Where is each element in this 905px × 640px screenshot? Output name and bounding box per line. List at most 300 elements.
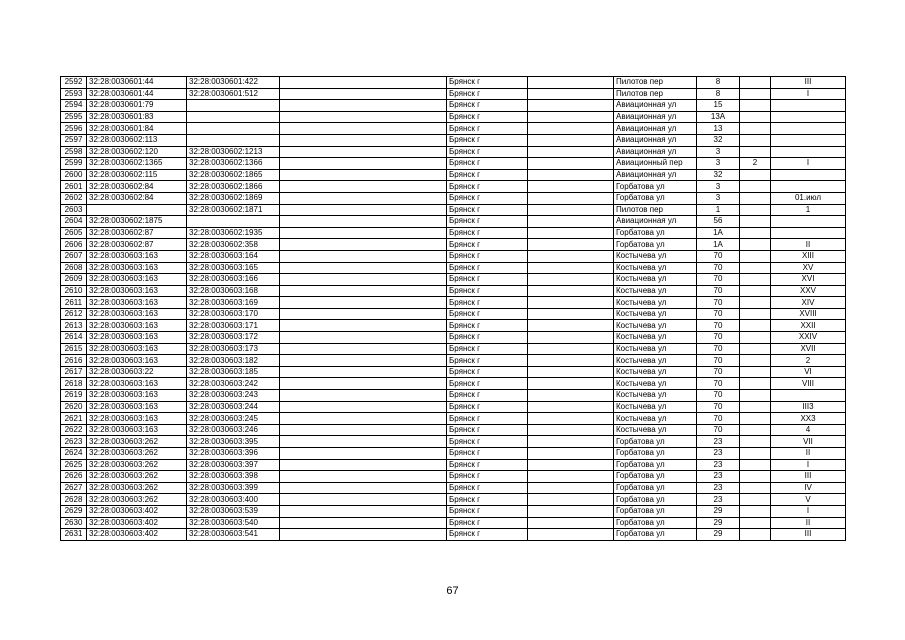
street-cell: Пилотов пер	[614, 204, 697, 216]
table-row	[61, 424, 846, 436]
table-row	[61, 77, 846, 89]
locality-cell	[528, 494, 614, 506]
room-number-cell: I	[771, 88, 846, 100]
room-number-cell: XIII	[771, 250, 846, 262]
district-cell	[280, 181, 447, 193]
district-cell	[280, 274, 447, 286]
cadastral-object-number-cell: 32:28:0030603:168	[187, 285, 280, 297]
row-number-cell: 2597	[61, 134, 87, 146]
street-cell: Горбатова ул	[614, 471, 697, 483]
house-number-cell: 70	[697, 320, 740, 332]
locality-cell	[528, 320, 614, 332]
district-cell	[280, 355, 447, 367]
cadastral-block-number-cell: 32:28:0030601:83	[87, 111, 187, 123]
cadastral-block-number-cell: 32:28:0030603:262	[87, 471, 187, 483]
house-number-cell: 70	[697, 424, 740, 436]
building-number-cell	[740, 471, 771, 483]
street-cell: Костычева ул	[614, 378, 697, 390]
table-row	[61, 390, 846, 402]
city-cell: Брянск г	[447, 482, 528, 494]
cadastral-object-number-cell: 32:28:0030603:244	[187, 401, 280, 413]
street-cell: Костычева ул	[614, 274, 697, 286]
locality-cell	[528, 482, 614, 494]
row-number-cell: 2615	[61, 343, 87, 355]
cadastral-block-number-cell: 32:28:0030602:120	[87, 146, 187, 158]
district-cell	[280, 471, 447, 483]
house-number-cell: 8	[697, 77, 740, 89]
house-number-cell: 13	[697, 123, 740, 135]
table-row	[61, 181, 846, 193]
cadastral-object-number-cell: 32:28:0030602:358	[187, 239, 280, 251]
house-number-cell: 3	[697, 158, 740, 170]
room-number-cell: VI	[771, 366, 846, 378]
cadastral-object-number-cell: 32:28:0030603:185	[187, 366, 280, 378]
city-cell: Брянск г	[447, 390, 528, 402]
street-cell: Горбатова ул	[614, 436, 697, 448]
building-number-cell	[740, 262, 771, 274]
building-number-cell	[740, 366, 771, 378]
row-number-cell: 2624	[61, 448, 87, 460]
street-cell: Горбатова ул	[614, 227, 697, 239]
city-cell: Брянск г	[447, 169, 528, 181]
cadastral-block-number-cell: 32:28:0030603:402	[87, 529, 187, 541]
city-cell: Брянск г	[447, 401, 528, 413]
locality-cell	[528, 390, 614, 402]
street-cell: Костычева ул	[614, 413, 697, 425]
room-number-cell: III	[771, 77, 846, 89]
locality-cell	[528, 111, 614, 123]
cadastral-object-number-cell: 32:28:0030603:164	[187, 250, 280, 262]
cadastral-block-number-cell: 32:28:0030603:163	[87, 343, 187, 355]
room-number-cell: II	[771, 517, 846, 529]
table-row	[61, 285, 846, 297]
cadastral-object-number-cell: 32:28:0030603:171	[187, 320, 280, 332]
row-number-cell: 2598	[61, 146, 87, 158]
cadastral-block-number-cell: 32:28:0030603:163	[87, 285, 187, 297]
cadastral-block-number-cell: 32:28:0030603:163	[87, 378, 187, 390]
cadastral-object-number-cell: 32:28:0030603:400	[187, 494, 280, 506]
district-cell	[280, 494, 447, 506]
cadastral-block-number-cell: 32:28:0030603:163	[87, 250, 187, 262]
house-number-cell: 1А	[697, 227, 740, 239]
cadastral-object-number-cell: 32:28:0030602:1869	[187, 192, 280, 204]
locality-cell	[528, 343, 614, 355]
cadastral-block-number-cell: 32:28:0030603:262	[87, 448, 187, 460]
cadastral-table	[60, 76, 846, 541]
locality-cell	[528, 413, 614, 425]
locality-cell	[528, 100, 614, 112]
building-number-cell	[740, 459, 771, 471]
room-number-cell	[771, 227, 846, 239]
city-cell: Брянск г	[447, 332, 528, 344]
cadastral-object-number-cell: 32:28:0030603:170	[187, 308, 280, 320]
cadastral-object-number-cell: 32:28:0030603:399	[187, 482, 280, 494]
row-number-cell: 2608	[61, 262, 87, 274]
district-cell	[280, 366, 447, 378]
street-cell: Горбатова ул	[614, 448, 697, 460]
table-row	[61, 482, 846, 494]
locality-cell	[528, 227, 614, 239]
building-number-cell	[740, 401, 771, 413]
table-row	[61, 413, 846, 425]
table-row	[61, 529, 846, 541]
room-number-cell: 4	[771, 424, 846, 436]
cadastral-object-number-cell: 32:28:0030603:243	[187, 390, 280, 402]
cadastral-block-number-cell: 32:28:0030603:163	[87, 297, 187, 309]
district-cell	[280, 134, 447, 146]
cadastral-block-number-cell: 32:28:0030602:84	[87, 181, 187, 193]
district-cell	[280, 88, 447, 100]
page-number: 67	[446, 585, 459, 597]
city-cell: Брянск г	[447, 343, 528, 355]
cadastral-object-number-cell: 32:28:0030603:398	[187, 471, 280, 483]
cadastral-block-number-cell: 32:28:0030601:84	[87, 123, 187, 135]
house-number-cell: 3	[697, 146, 740, 158]
street-cell: Авиационная ул	[614, 123, 697, 135]
locality-cell	[528, 146, 614, 158]
building-number-cell	[740, 413, 771, 425]
table-row	[61, 216, 846, 228]
city-cell: Брянск г	[447, 459, 528, 471]
house-number-cell: 56	[697, 216, 740, 228]
table-body	[61, 77, 846, 541]
room-number-cell: 1	[771, 204, 846, 216]
cadastral-object-number-cell: 32:28:0030603:540	[187, 517, 280, 529]
district-cell	[280, 448, 447, 460]
table-row	[61, 355, 846, 367]
locality-cell	[528, 88, 614, 100]
street-cell: Костычева ул	[614, 390, 697, 402]
room-number-cell	[771, 123, 846, 135]
street-cell: Авиационная ул	[614, 169, 697, 181]
table-row	[61, 192, 846, 204]
row-number-cell: 2605	[61, 227, 87, 239]
building-number-cell	[740, 529, 771, 541]
district-cell	[280, 169, 447, 181]
city-cell: Брянск г	[447, 158, 528, 170]
district-cell	[280, 320, 447, 332]
house-number-cell: 70	[697, 274, 740, 286]
row-number-cell: 2621	[61, 413, 87, 425]
building-number-cell	[740, 111, 771, 123]
street-cell: Костычева ул	[614, 401, 697, 413]
cadastral-block-number-cell: 32:28:0030602:1875	[87, 216, 187, 228]
table-row	[61, 366, 846, 378]
row-number-cell: 2631	[61, 529, 87, 541]
row-number-cell: 2607	[61, 250, 87, 262]
building-number-cell	[740, 250, 771, 262]
district-cell	[280, 77, 447, 89]
district-cell	[280, 239, 447, 251]
row-number-cell: 2601	[61, 181, 87, 193]
table-row	[61, 123, 846, 135]
city-cell: Брянск г	[447, 88, 528, 100]
house-number-cell: 70	[697, 332, 740, 344]
house-number-cell: 3	[697, 192, 740, 204]
cadastral-object-number-cell: 32:28:0030603:182	[187, 355, 280, 367]
city-cell: Брянск г	[447, 111, 528, 123]
row-number-cell: 2596	[61, 123, 87, 135]
city-cell: Брянск г	[447, 471, 528, 483]
house-number-cell: 1А	[697, 239, 740, 251]
street-cell: Костычева ул	[614, 424, 697, 436]
room-number-cell: XXV	[771, 285, 846, 297]
city-cell: Брянск г	[447, 262, 528, 274]
city-cell: Брянск г	[447, 494, 528, 506]
cadastral-block-number-cell: 32:28:0030602:87	[87, 239, 187, 251]
row-number-cell: 2629	[61, 505, 87, 517]
district-cell	[280, 436, 447, 448]
house-number-cell: 23	[697, 494, 740, 506]
row-number-cell: 2611	[61, 297, 87, 309]
table-row	[61, 262, 846, 274]
street-cell: Костычева ул	[614, 343, 697, 355]
room-number-cell: XXIV	[771, 332, 846, 344]
row-number-cell: 2622	[61, 424, 87, 436]
building-number-cell	[740, 88, 771, 100]
cadastral-block-number-cell: 32:28:0030602:1365	[87, 158, 187, 170]
row-number-cell: 2618	[61, 378, 87, 390]
locality-cell	[528, 517, 614, 529]
row-number-cell: 2630	[61, 517, 87, 529]
house-number-cell: 70	[697, 378, 740, 390]
street-cell: Горбатова ул	[614, 529, 697, 541]
district-cell	[280, 146, 447, 158]
cadastral-block-number-cell: 32:28:0030602:113	[87, 134, 187, 146]
locality-cell	[528, 192, 614, 204]
district-cell	[280, 158, 447, 170]
city-cell: Брянск г	[447, 181, 528, 193]
street-cell: Горбатова ул	[614, 494, 697, 506]
cadastral-object-number-cell: 32:28:0030602:1866	[187, 181, 280, 193]
building-number-cell	[740, 448, 771, 460]
house-number-cell: 70	[697, 390, 740, 402]
cadastral-block-number-cell: 32:28:0030601:44	[87, 77, 187, 89]
cadastral-object-number-cell: 32:28:0030603:172	[187, 332, 280, 344]
district-cell	[280, 111, 447, 123]
building-number-cell	[740, 100, 771, 112]
locality-cell	[528, 285, 614, 297]
row-number-cell: 2614	[61, 332, 87, 344]
room-number-cell: XIV	[771, 297, 846, 309]
cadastral-object-number-cell: 32:28:0030603:173	[187, 343, 280, 355]
building-number-cell	[740, 216, 771, 228]
room-number-cell	[771, 111, 846, 123]
room-number-cell: VIII	[771, 378, 846, 390]
table-row	[61, 517, 846, 529]
row-number-cell: 2625	[61, 459, 87, 471]
house-number-cell: 70	[697, 308, 740, 320]
house-number-cell: 70	[697, 297, 740, 309]
district-cell	[280, 424, 447, 436]
room-number-cell	[771, 169, 846, 181]
room-number-cell: XVI	[771, 274, 846, 286]
row-number-cell: 2610	[61, 285, 87, 297]
city-cell: Брянск г	[447, 77, 528, 89]
locality-cell	[528, 366, 614, 378]
house-number-cell: 70	[697, 343, 740, 355]
table-row	[61, 146, 846, 158]
house-number-cell: 15	[697, 100, 740, 112]
district-cell	[280, 297, 447, 309]
city-cell: Брянск г	[447, 239, 528, 251]
locality-cell	[528, 471, 614, 483]
cadastral-object-number-cell: 32:28:0030603:245	[187, 413, 280, 425]
cadastral-block-number-cell: 32:28:0030603:402	[87, 517, 187, 529]
row-number-cell: 2606	[61, 239, 87, 251]
cadastral-object-number-cell: 32:28:0030601:512	[187, 88, 280, 100]
street-cell: Горбатова ул	[614, 505, 697, 517]
row-number-cell: 2612	[61, 308, 87, 320]
cadastral-object-number-cell: 32:28:0030603:397	[187, 459, 280, 471]
locality-cell	[528, 355, 614, 367]
city-cell: Брянск г	[447, 227, 528, 239]
district-cell	[280, 505, 447, 517]
table-row	[61, 401, 846, 413]
table-row	[61, 239, 846, 251]
cadastral-block-number-cell: 32:28:0030603:163	[87, 390, 187, 402]
cadastral-block-number-cell: 32:28:0030601:44	[87, 88, 187, 100]
cadastral-block-number-cell: 32:28:0030603:163	[87, 424, 187, 436]
street-cell: Костычева ул	[614, 332, 697, 344]
room-number-cell: VII	[771, 436, 846, 448]
district-cell	[280, 482, 447, 494]
district-cell	[280, 332, 447, 344]
row-number-cell: 2613	[61, 320, 87, 332]
row-number-cell: 2617	[61, 366, 87, 378]
cadastral-object-number-cell: 32:28:0030602:1213	[187, 146, 280, 158]
district-cell	[280, 285, 447, 297]
cadastral-object-number-cell	[187, 100, 280, 112]
locality-cell	[528, 297, 614, 309]
table-row	[61, 297, 846, 309]
table-row	[61, 274, 846, 286]
district-cell	[280, 216, 447, 228]
cadastral-block-number-cell: 32:28:0030603:163	[87, 332, 187, 344]
cadastral-object-number-cell: 32:28:0030603:169	[187, 297, 280, 309]
row-number-cell: 2623	[61, 436, 87, 448]
row-number-cell: 2602	[61, 192, 87, 204]
building-number-cell	[740, 378, 771, 390]
row-number-cell: 2619	[61, 390, 87, 402]
row-number-cell: 2620	[61, 401, 87, 413]
table-row	[61, 320, 846, 332]
locality-cell	[528, 181, 614, 193]
room-number-cell: III3	[771, 401, 846, 413]
house-number-cell: 13А	[697, 111, 740, 123]
cadastral-object-number-cell: 32:28:0030602:1871	[187, 204, 280, 216]
room-number-cell	[771, 146, 846, 158]
cadastral-object-number-cell: 32:28:0030602:1366	[187, 158, 280, 170]
house-number-cell: 29	[697, 529, 740, 541]
cadastral-block-number-cell: 32:28:0030603:163	[87, 274, 187, 286]
cadastral-object-number-cell: 32:28:0030603:242	[187, 378, 280, 390]
street-cell: Авиационная ул	[614, 216, 697, 228]
table-row	[61, 227, 846, 239]
house-number-cell: 70	[697, 366, 740, 378]
locality-cell	[528, 169, 614, 181]
cadastral-block-number-cell: 32:28:0030603:262	[87, 482, 187, 494]
cadastral-object-number-cell: 32:28:0030603:166	[187, 274, 280, 286]
city-cell: Брянск г	[447, 123, 528, 135]
building-number-cell	[740, 390, 771, 402]
room-number-cell: IV	[771, 482, 846, 494]
locality-cell	[528, 134, 614, 146]
room-number-cell	[771, 134, 846, 146]
row-number-cell: 2604	[61, 216, 87, 228]
building-number-cell: 2	[740, 158, 771, 170]
table-row	[61, 134, 846, 146]
table-row	[61, 494, 846, 506]
district-cell	[280, 378, 447, 390]
locality-cell	[528, 216, 614, 228]
house-number-cell: 8	[697, 88, 740, 100]
city-cell: Брянск г	[447, 517, 528, 529]
house-number-cell: 32	[697, 169, 740, 181]
house-number-cell: 23	[697, 482, 740, 494]
cadastral-block-number-cell: 32:28:0030603:163	[87, 320, 187, 332]
district-cell	[280, 204, 447, 216]
house-number-cell: 70	[697, 355, 740, 367]
street-cell: Авиационный пер	[614, 158, 697, 170]
street-cell: Авиационная ул	[614, 134, 697, 146]
cadastral-object-number-cell	[187, 111, 280, 123]
locality-cell	[528, 529, 614, 541]
cadastral-object-number-cell: 32:28:0030603:246	[187, 424, 280, 436]
street-cell: Костычева ул	[614, 308, 697, 320]
locality-cell	[528, 448, 614, 460]
district-cell	[280, 100, 447, 112]
room-number-cell	[771, 216, 846, 228]
table-row	[61, 250, 846, 262]
building-number-cell	[740, 123, 771, 135]
locality-cell	[528, 158, 614, 170]
building-number-cell	[740, 517, 771, 529]
house-number-cell: 3	[697, 181, 740, 193]
street-cell: Костычева ул	[614, 285, 697, 297]
street-cell: Горбатова ул	[614, 181, 697, 193]
cadastral-block-number-cell: 32:28:0030603:163	[87, 308, 187, 320]
building-number-cell	[740, 134, 771, 146]
locality-cell	[528, 332, 614, 344]
locality-cell	[528, 401, 614, 413]
city-cell: Брянск г	[447, 192, 528, 204]
street-cell: Костычева ул	[614, 366, 697, 378]
table-row	[61, 100, 846, 112]
city-cell: Брянск г	[447, 448, 528, 460]
cadastral-object-number-cell: 32:28:0030602:1935	[187, 227, 280, 239]
city-cell: Брянск г	[447, 134, 528, 146]
building-number-cell	[740, 343, 771, 355]
house-number-cell: 29	[697, 517, 740, 529]
house-number-cell: 70	[697, 262, 740, 274]
locality-cell	[528, 204, 614, 216]
room-number-cell	[771, 100, 846, 112]
locality-cell	[528, 77, 614, 89]
building-number-cell	[740, 227, 771, 239]
cadastral-object-number-cell	[187, 134, 280, 146]
building-number-cell	[740, 285, 771, 297]
street-cell: Горбатова ул	[614, 459, 697, 471]
street-cell: Авиационная ул	[614, 146, 697, 158]
district-cell	[280, 250, 447, 262]
table-row	[61, 505, 846, 517]
building-number-cell	[740, 482, 771, 494]
cadastral-object-number-cell: 32:28:0030602:1865	[187, 169, 280, 181]
cadastral-block-number-cell: 32:28:0030603:163	[87, 401, 187, 413]
street-cell: Авиационная ул	[614, 100, 697, 112]
room-number-cell: XXII	[771, 320, 846, 332]
